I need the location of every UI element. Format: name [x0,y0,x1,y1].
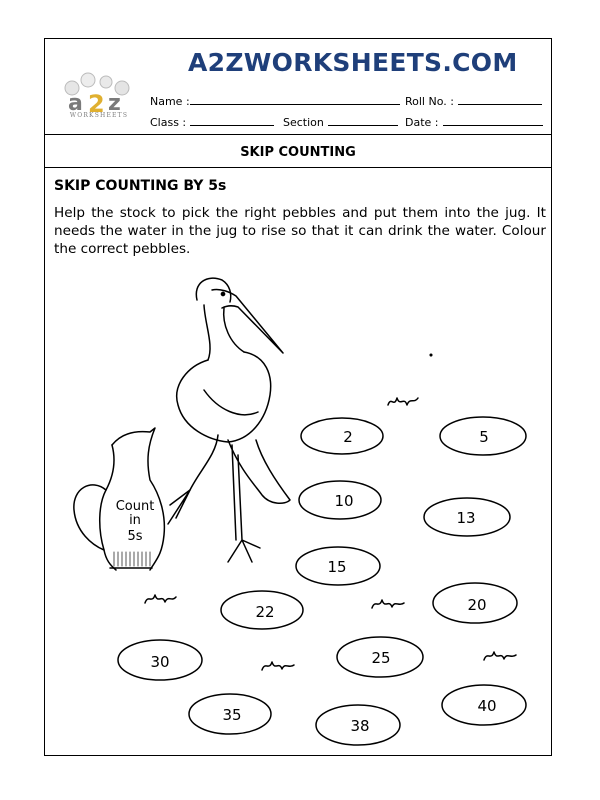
instructions: Help the stock to pick the right pebbles and put them into the jug. It needs the water in the jug to rise so that it can drink the water. Colour the correct pebbles. [54,205,546,257]
site-title: A2ZWORKSHEETS.COM [188,48,518,77]
svg-text:2: 2 [88,90,105,118]
pebble-label[interactable]: 38 [350,717,370,735]
pebble-label[interactable]: 15 [327,558,347,576]
svg-text:z: z [108,91,121,116]
grass-tuft [484,652,516,660]
pebble-label[interactable]: 10 [334,492,354,510]
jug-label-line3: 5s [127,529,143,544]
pebble-label[interactable]: 13 [456,509,476,527]
pebble-label[interactable]: 30 [150,653,170,671]
pebble-label[interactable]: 25 [371,649,391,667]
stork-drawing [168,278,290,562]
worksheet-subtitle: SKIP COUNTING BY 5s [54,178,227,194]
svg-text:a: a [68,91,83,116]
pebble-label[interactable]: 22 [255,603,275,621]
grass-tuft [372,600,404,608]
pebble-label[interactable]: 20 [467,596,487,614]
pebble-label[interactable]: 5 [479,428,489,446]
pebble-label[interactable]: 2 [343,428,353,446]
grass-tuft [262,662,294,670]
jug-label-line2: in [129,513,141,528]
date-label: Date : [405,116,439,129]
section-label: Section [283,116,324,129]
grass-tuft [388,398,418,405]
jug-label-line1: Count [115,499,155,514]
pebble-label[interactable]: 40 [477,697,497,715]
grass-tuft [145,595,176,603]
logo-caption: WORKSHEETS [69,112,129,119]
pebble-label[interactable]: 35 [222,706,242,724]
worksheet-title: SKIP COUNTING [240,145,356,160]
class-label: Class : [150,116,187,129]
name-label: Name : [150,95,190,108]
pebble-2 [301,418,383,454]
roll-label: Roll No. : [405,95,454,108]
